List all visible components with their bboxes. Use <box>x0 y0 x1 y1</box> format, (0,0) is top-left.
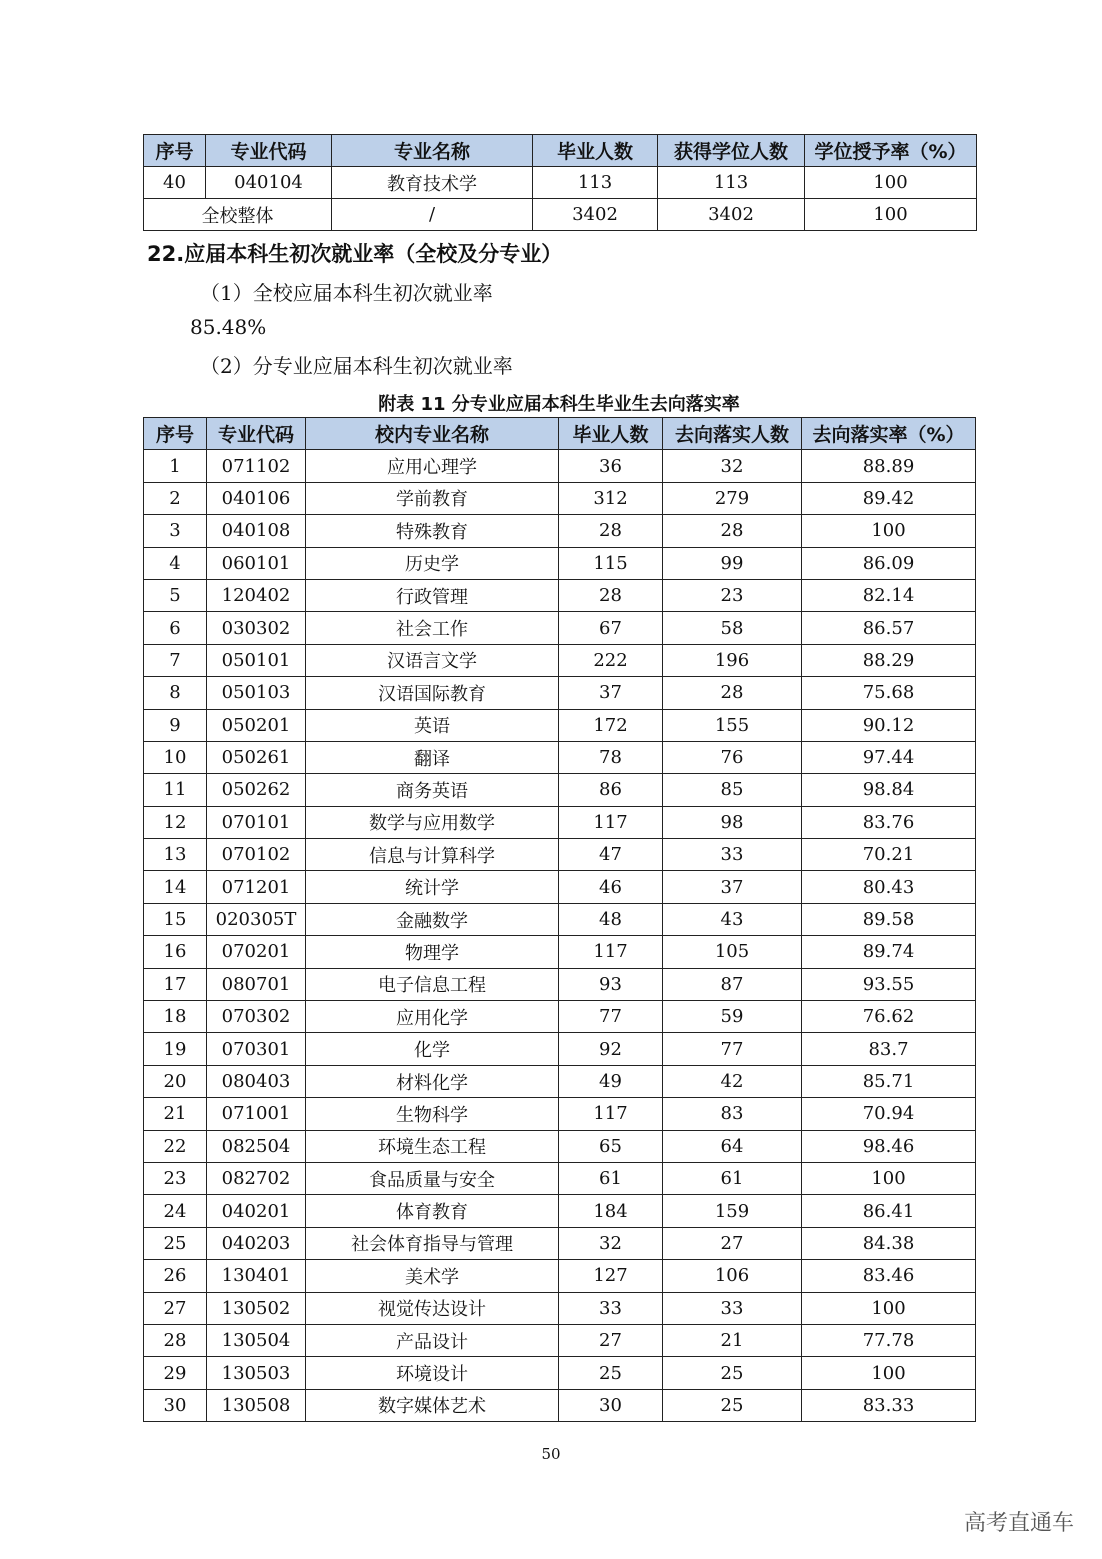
table-cell: 49 <box>559 1065 663 1097</box>
page-number: 50 <box>541 1445 561 1463</box>
table-caption: 附表 11 分专业应届本科生毕业生去向落实率 <box>378 394 740 415</box>
table-cell: / <box>332 199 533 231</box>
table-cell: 070101 <box>207 806 306 838</box>
table-cell: 历史学 <box>306 547 559 579</box>
table-cell: 93.55 <box>802 968 976 1000</box>
table-cell: 28 <box>144 1324 207 1356</box>
table-cell: 64 <box>663 1130 802 1162</box>
table-cell: 12 <box>144 806 207 838</box>
table-row <box>144 482 976 514</box>
table-cell: 24 <box>144 1195 207 1227</box>
table-cell: 75.68 <box>802 677 976 709</box>
table-cell: 英语 <box>306 709 559 741</box>
degree-table <box>143 134 977 231</box>
table-cell: 113 <box>533 167 658 199</box>
table-cell: 特殊教育 <box>306 515 559 547</box>
table-cell: 86.09 <box>802 547 976 579</box>
table-cell: 83.7 <box>802 1033 976 1065</box>
table-cell: 学前教育 <box>306 482 559 514</box>
table-cell: 48 <box>559 903 663 935</box>
table-cell: 37 <box>663 871 802 903</box>
table-cell: 113 <box>658 167 805 199</box>
table-row <box>144 1292 976 1324</box>
table-cell: 77.78 <box>802 1324 976 1356</box>
table-row <box>144 1195 976 1227</box>
table-row <box>144 1001 976 1033</box>
table-cell: 196 <box>663 644 802 676</box>
table-cell: 21 <box>144 1098 207 1130</box>
table-cell: 050201 <box>207 709 306 741</box>
table-cell: 社会体育指导与管理 <box>306 1227 559 1259</box>
table-cell: 37 <box>559 677 663 709</box>
table-cell: 30 <box>559 1389 663 1421</box>
table-cell: 5 <box>144 579 207 611</box>
table-cell: 100 <box>805 167 977 199</box>
table-cell: 106 <box>663 1260 802 1292</box>
table-cell: 159 <box>663 1195 802 1227</box>
table-row <box>144 1227 976 1259</box>
table-cell: 279 <box>663 482 802 514</box>
table-cell: 040203 <box>207 1227 306 1259</box>
table-cell: 88.29 <box>802 644 976 676</box>
table-cell: 071001 <box>207 1098 306 1130</box>
table-cell: 25 <box>559 1357 663 1389</box>
table-cell: 080701 <box>207 968 306 1000</box>
table-cell: 184 <box>559 1195 663 1227</box>
table-cell: 美术学 <box>306 1260 559 1292</box>
header-cell: 专业代码 <box>207 418 306 450</box>
table-cell: 100 <box>802 1292 976 1324</box>
table-cell: 行政管理 <box>306 579 559 611</box>
table-cell: 70.21 <box>802 839 976 871</box>
table-cell: 90.12 <box>802 709 976 741</box>
table-cell: 030302 <box>207 612 306 644</box>
table-cell: 6 <box>144 612 207 644</box>
table-cell: 3 <box>144 515 207 547</box>
table-cell: 26 <box>144 1260 207 1292</box>
watermark: 高考直通车 <box>963 1511 1074 1536</box>
table-cell: 76.62 <box>802 1001 976 1033</box>
table-cell: 22 <box>144 1130 207 1162</box>
table-cell: 070201 <box>207 936 306 968</box>
table-cell: 9 <box>144 709 207 741</box>
table-cell: 040104 <box>206 167 332 199</box>
table-cell: 化学 <box>306 1033 559 1065</box>
table-row <box>144 515 976 547</box>
table-cell: 020305T <box>207 903 306 935</box>
subsection-title: （1）全校应届本科生初次就业率 <box>200 281 493 305</box>
table-row <box>144 968 976 1000</box>
table-cell: 117 <box>559 936 663 968</box>
table-cell: 070102 <box>207 839 306 871</box>
section-heading: 22.应届本科生初次就业率（全校及分专业） <box>147 242 563 266</box>
table-cell: 40 <box>144 167 206 199</box>
table-cell: 8 <box>144 677 207 709</box>
table-cell: 050262 <box>207 774 306 806</box>
table-cell: 环境生态工程 <box>306 1130 559 1162</box>
table-row <box>144 839 976 871</box>
table-cell: 3402 <box>658 199 805 231</box>
table-row <box>144 1065 976 1097</box>
table-cell: 082504 <box>207 1130 306 1162</box>
table-cell: 82.14 <box>802 579 976 611</box>
table-cell: 83 <box>663 1098 802 1130</box>
table-cell: 42 <box>663 1065 802 1097</box>
table-cell: 2 <box>144 482 207 514</box>
table-cell: 1 <box>144 450 207 482</box>
table-cell: 17 <box>144 968 207 1000</box>
table-cell: 130401 <box>207 1260 306 1292</box>
table-cell: 222 <box>559 644 663 676</box>
table-cell: 071102 <box>207 450 306 482</box>
table-cell: 172 <box>559 709 663 741</box>
table-row <box>144 1098 976 1130</box>
header-cell: 序号 <box>144 135 206 167</box>
table-row <box>144 1260 976 1292</box>
table-cell: 14 <box>144 871 207 903</box>
table-row <box>144 612 976 644</box>
table-cell: 18 <box>144 1001 207 1033</box>
table-cell: 教育技术学 <box>332 167 533 199</box>
table-cell: 83.33 <box>802 1389 976 1421</box>
table-cell: 61 <box>663 1162 802 1194</box>
table-cell: 体育教育 <box>306 1195 559 1227</box>
header-cell: 序号 <box>144 418 207 450</box>
table-cell: 050101 <box>207 644 306 676</box>
table-cell: 信息与计算科学 <box>306 839 559 871</box>
table-cell: 生物科学 <box>306 1098 559 1130</box>
table-cell: 082702 <box>207 1162 306 1194</box>
table-cell: 70.94 <box>802 1098 976 1130</box>
table-cell: 27 <box>663 1227 802 1259</box>
table-cell: 翻译 <box>306 741 559 773</box>
table-cell: 43 <box>663 903 802 935</box>
table-row <box>144 1357 976 1389</box>
table-cell: 3402 <box>533 199 658 231</box>
table-cell: 数学与应用数学 <box>306 806 559 838</box>
table-cell: 86.41 <box>802 1195 976 1227</box>
overall-rate: 85.48% <box>190 315 267 339</box>
table-total-row <box>144 199 977 231</box>
table-cell: 27 <box>144 1292 207 1324</box>
table-cell: 070301 <box>207 1033 306 1065</box>
table-cell: 060101 <box>207 547 306 579</box>
header-cell: 获得学位人数 <box>658 135 805 167</box>
table-cell: 100 <box>805 199 977 231</box>
table-cell: 130502 <box>207 1292 306 1324</box>
header-cell: 毕业人数 <box>533 135 658 167</box>
table-cell: 25 <box>144 1227 207 1259</box>
table-cell: 89.42 <box>802 482 976 514</box>
header-cell: 学位授予率（%） <box>805 135 977 167</box>
table-row <box>144 450 976 482</box>
table-cell: 28 <box>663 677 802 709</box>
table-cell: 050261 <box>207 741 306 773</box>
table-row <box>144 1033 976 1065</box>
table-cell: 105 <box>663 936 802 968</box>
table-cell: 汉语国际教育 <box>306 677 559 709</box>
table-row <box>144 1130 976 1162</box>
table-cell: 117 <box>559 1098 663 1130</box>
table-cell: 30 <box>144 1389 207 1421</box>
table-row <box>144 677 976 709</box>
table-cell: 98 <box>663 806 802 838</box>
table-cell: 应用化学 <box>306 1001 559 1033</box>
table-cell: 20 <box>144 1065 207 1097</box>
table-cell: 4 <box>144 547 207 579</box>
table-cell: 67 <box>559 612 663 644</box>
table-cell: 电子信息工程 <box>306 968 559 1000</box>
table-cell: 115 <box>559 547 663 579</box>
table-cell: 080403 <box>207 1065 306 1097</box>
table-row <box>144 936 976 968</box>
table-row <box>144 903 976 935</box>
table-cell: 36 <box>559 450 663 482</box>
table-cell: 89.74 <box>802 936 976 968</box>
table-cell: 25 <box>663 1357 802 1389</box>
table-cell: 视觉传达设计 <box>306 1292 559 1324</box>
table-cell: 312 <box>559 482 663 514</box>
table-row <box>144 709 976 741</box>
table-cell: 统计学 <box>306 871 559 903</box>
table-row <box>144 1389 976 1421</box>
table-row <box>144 547 976 579</box>
table-row <box>144 167 977 199</box>
header-cell: 去向落实率（%） <box>802 418 976 450</box>
table-row <box>144 871 976 903</box>
table-row <box>144 1324 976 1356</box>
table-cell: 78 <box>559 741 663 773</box>
table-cell: 58 <box>663 612 802 644</box>
table-cell: 97.44 <box>802 741 976 773</box>
table-cell: 83.76 <box>802 806 976 838</box>
subsection-title: （2）分专业应届本科生初次就业率 <box>200 354 513 378</box>
table-cell: 27 <box>559 1324 663 1356</box>
table-cell: 23 <box>144 1162 207 1194</box>
table-cell: 88.89 <box>802 450 976 482</box>
table-cell: 金融数学 <box>306 903 559 935</box>
table-cell: 材料化学 <box>306 1065 559 1097</box>
table-cell: 86 <box>559 774 663 806</box>
table-cell: 127 <box>559 1260 663 1292</box>
table-cell: 89.58 <box>802 903 976 935</box>
header-cell: 去向落实人数 <box>663 418 802 450</box>
table-cell: 100 <box>802 515 976 547</box>
table-row <box>144 644 976 676</box>
header-cell: 毕业人数 <box>559 418 663 450</box>
table-cell: 040201 <box>207 1195 306 1227</box>
table-cell: 92 <box>559 1033 663 1065</box>
table-cell: 100 <box>802 1162 976 1194</box>
table-cell: 商务英语 <box>306 774 559 806</box>
header-cell: 专业名称 <box>332 135 533 167</box>
table-cell: 100 <box>802 1357 976 1389</box>
table-cell: 食品质量与安全 <box>306 1162 559 1194</box>
table-cell: 130504 <box>207 1324 306 1356</box>
table-cell: 77 <box>663 1033 802 1065</box>
table-row <box>144 741 976 773</box>
table-row <box>144 806 976 838</box>
table-cell: 环境设计 <box>306 1357 559 1389</box>
table-row <box>144 774 976 806</box>
table-cell: 数字媒体艺术 <box>306 1389 559 1421</box>
table-cell: 83.46 <box>802 1260 976 1292</box>
table-cell: 070302 <box>207 1001 306 1033</box>
table-cell: 32 <box>663 450 802 482</box>
table-cell: 11 <box>144 774 207 806</box>
table-cell: 33 <box>663 839 802 871</box>
table-row <box>144 1162 976 1194</box>
table-cell: 77 <box>559 1001 663 1033</box>
table-cell: 28 <box>663 515 802 547</box>
header-cell: 校内专业名称 <box>306 418 559 450</box>
header-cell: 专业代码 <box>206 135 332 167</box>
table-row <box>144 579 976 611</box>
table-cell: 33 <box>663 1292 802 1324</box>
table-cell: 32 <box>559 1227 663 1259</box>
table-cell: 117 <box>559 806 663 838</box>
table-header-row <box>144 418 976 450</box>
table-cell: 19 <box>144 1033 207 1065</box>
table-cell: 85.71 <box>802 1065 976 1097</box>
employment-table <box>143 417 976 1422</box>
table-cell: 61 <box>559 1162 663 1194</box>
table-cell: 050103 <box>207 677 306 709</box>
table-cell: 产品设计 <box>306 1324 559 1356</box>
table-cell: 28 <box>559 515 663 547</box>
table-cell: 29 <box>144 1357 207 1389</box>
table-cell: 应用心理学 <box>306 450 559 482</box>
table-cell: 23 <box>663 579 802 611</box>
table-cell: 47 <box>559 839 663 871</box>
table-cell: 040106 <box>207 482 306 514</box>
table-cell: 社会工作 <box>306 612 559 644</box>
table-cell: 33 <box>559 1292 663 1324</box>
table-cell: 155 <box>663 709 802 741</box>
table-cell: 120402 <box>207 579 306 611</box>
table-cell: 86.57 <box>802 612 976 644</box>
table-cell: 59 <box>663 1001 802 1033</box>
table-cell: 物理学 <box>306 936 559 968</box>
table-cell: 汉语言文学 <box>306 644 559 676</box>
table-cell: 7 <box>144 644 207 676</box>
table-header-row <box>144 135 977 167</box>
table-cell: 76 <box>663 741 802 773</box>
table-cell: 25 <box>663 1389 802 1421</box>
table-cell: 98.46 <box>802 1130 976 1162</box>
table-cell: 87 <box>663 968 802 1000</box>
table-cell: 21 <box>663 1324 802 1356</box>
table-cell: 85 <box>663 774 802 806</box>
table-cell: 80.43 <box>802 871 976 903</box>
table-cell: 46 <box>559 871 663 903</box>
table-cell: 93 <box>559 968 663 1000</box>
table-cell: 99 <box>663 547 802 579</box>
table-cell: 98.84 <box>802 774 976 806</box>
table-cell: 040108 <box>207 515 306 547</box>
table-cell: 全校整体 <box>144 199 332 231</box>
table-cell: 10 <box>144 741 207 773</box>
table-cell: 071201 <box>207 871 306 903</box>
table-cell: 84.38 <box>802 1227 976 1259</box>
table-cell: 130503 <box>207 1357 306 1389</box>
table-cell: 13 <box>144 839 207 871</box>
table-cell: 28 <box>559 579 663 611</box>
table-cell: 130508 <box>207 1389 306 1421</box>
table-cell: 15 <box>144 903 207 935</box>
table-cell: 65 <box>559 1130 663 1162</box>
table-cell: 16 <box>144 936 207 968</box>
